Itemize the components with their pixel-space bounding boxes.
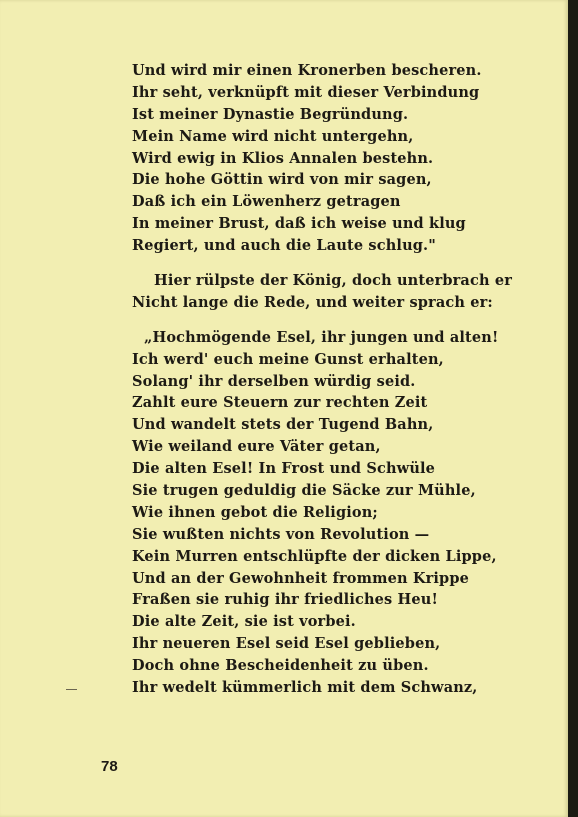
poem-line: Solang' ihr derselben würdig seid.: [132, 372, 416, 390]
poem-line: Und wandelt stets der Tugend Bahn,: [132, 416, 434, 434]
poem-line: Die hohe Göttin wird von mir sagen,: [132, 171, 432, 189]
margin-mark: [66, 689, 77, 690]
stanza-break: [132, 314, 532, 327]
poem-line: In meiner Brust, daß ich weise und klug: [132, 215, 466, 233]
poem-line: Ihr seht, verknüpft mit dieser Verbindung: [132, 83, 480, 101]
poem-line: Sie wußten nichts von Revolution —: [132, 525, 430, 543]
poem-line: Zahlt eure Steuern zur rechten Zeit: [132, 394, 428, 412]
poem-line: Wird ewig in Klios Annalen bestehn.: [132, 149, 434, 167]
poem-line: Sie trugen geduldig die Säcke zur Mühle,: [132, 482, 476, 500]
poem-line: Hier rülpste der König, doch unterbrach er: [154, 272, 513, 290]
poem-line: Ihr neueren Esel seid Esel geblieben,: [132, 635, 441, 653]
poem-line: Und an der Gewohnheit frommen Krippe: [132, 569, 469, 587]
poem-line: Ist meiner Dynastie Begründung.: [132, 105, 409, 123]
poem-line: Regiert, und auch die Laute schlug.": [132, 237, 436, 255]
poem-line: Wie weiland eure Väter getan,: [132, 438, 381, 456]
stanza-break: [132, 257, 532, 270]
poem-line: Die alten Esel! In Frost und Schwüle: [132, 460, 436, 478]
poem-line: Ihr wedelt kümmerlich mit dem Schwanz,: [132, 679, 478, 697]
poem-line: Daß ich ein Löwenherz getragen: [132, 193, 401, 211]
page-number: 78: [101, 758, 118, 775]
poem-line: Ich werd' euch meine Gunst erhalten,: [132, 350, 444, 368]
poem-line: „Hochmögende Esel, ihr jungen und alten!: [144, 328, 499, 346]
poem-line: Kein Murren entschlüpfte der dicken Lippe,: [132, 547, 497, 565]
poem-line: Und wird mir einen Kronerben bescheren.: [132, 62, 482, 79]
poem-line: Doch ohne Bescheidenheit zu üben.: [132, 657, 429, 675]
poem-line: Fraßen sie ruhig ihr friedliches Heu!: [132, 591, 438, 609]
poem-line: Mein Name wird nicht untergehn,: [132, 127, 414, 145]
poem-line: Wie ihnen gebot die Religion;: [132, 503, 378, 521]
poem-line: Die alte Zeit, sie ist vorbei.: [132, 613, 356, 631]
poem-text: [132, 60, 532, 699]
poem-line: Nicht lange die Rede, und weiter sprach er:: [132, 293, 493, 311]
